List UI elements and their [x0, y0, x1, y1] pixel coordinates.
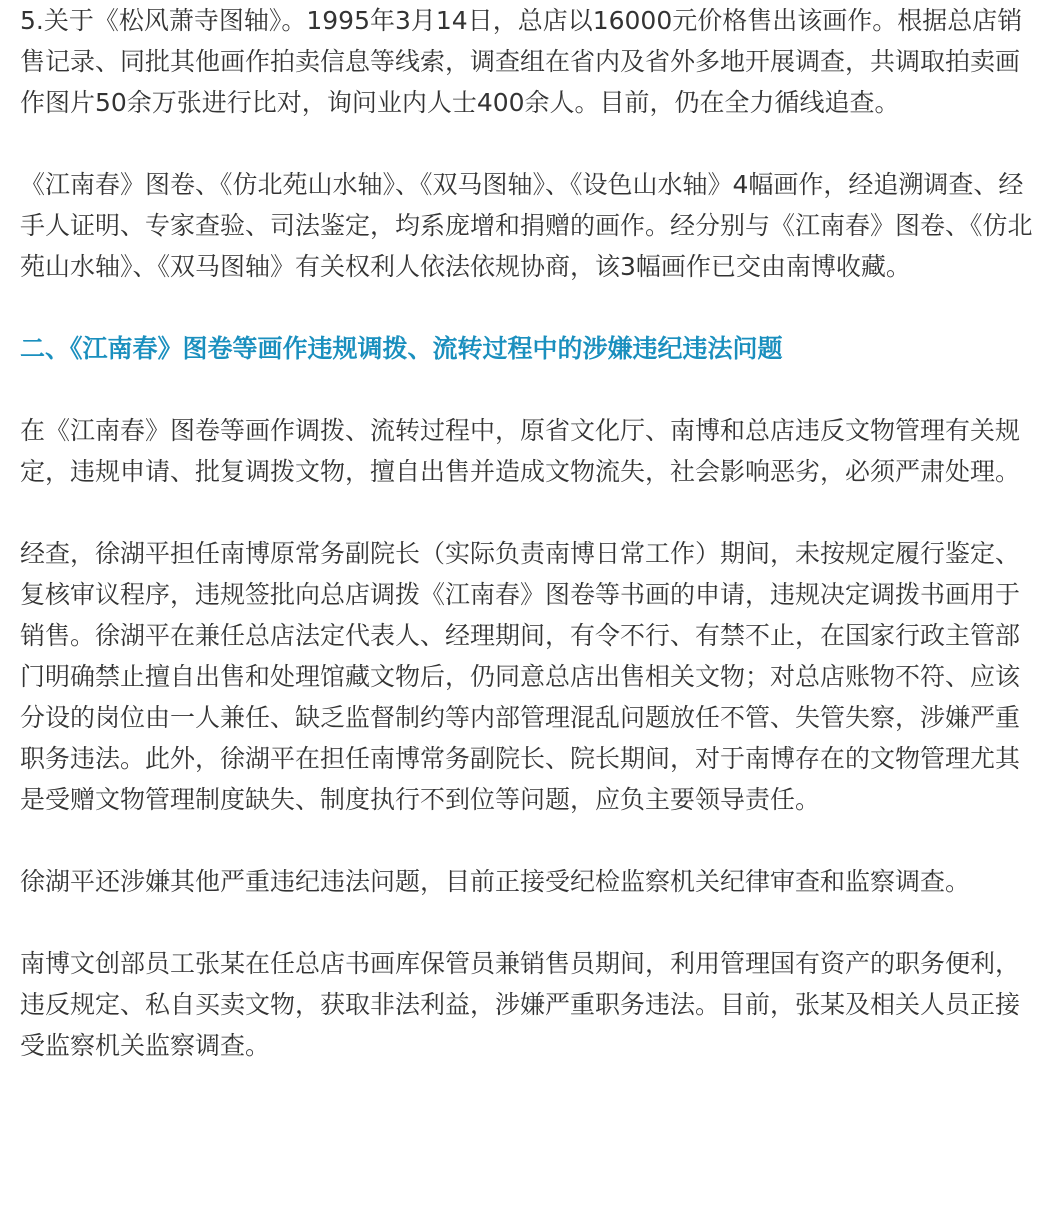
- paragraph-investigation-xu: 经查，徐湖平担任南博原常务副院长（实际负责南博日常工作）期间，未按规定履行鉴定、复核审议程序，违规签批向总店调拨《江南春》图卷等书画的申请，违规决定调拨书画用于销售。徐湖平在兼任总店法定代表人、经理期间，有令不行、有禁不止，在国家行政主管部门明确禁止擅自出售和处理馆藏文物后，仍同意总店出售相关文物；对总店账物不符、应该分设的岗位由一人兼任、缺乏监督制约等内部管理混乱问题放任不管、失管失察，涉嫌严重职务违法。此外，徐湖平在担任南博常务副院长、院长期间，对于南博存在的文物管理尤其是受赠文物管理制度缺失、制度执行不到位等问题，应负主要领导责任。: [20, 539, 1021, 814]
- section-heading: 二、《江南春》图卷等画作违规调拨、流转过程中的涉嫌违纪违法问题: [20, 334, 783, 363]
- paragraph-item-5: 5.关于《松风萧寺图轴》。1995年3月14日，总店以16000元价格售出该画作。根据总店销售记录、同批其他画作拍卖信息等线索，调查组在省内及省外多地开展调查，共调取拍卖画作图片50余万张进行比对，询问业内人士400余人。目前，仍在全力循线追查。: [20, 6, 1023, 117]
- paragraph-zhang: 南博文创部员工张某在任总店书画库保管员兼销售员期间，利用管理国有资产的职务便利，违反规定、私自买卖文物，获取非法利益，涉嫌严重职务违法。目前，张某及相关人员正接受监察机关监察调查。: [20, 949, 1021, 1060]
- paragraph-xu-other-issues: 徐湖平还涉嫌其他严重违纪违法问题，目前正接受纪检监察机关纪律审查和监察调查。: [20, 867, 971, 896]
- paragraph-donated-paintings: 《江南春》图卷、《仿北苑山水轴》、《双马图轴》、《设色山水轴》4幅画作，经追溯调查、经手人证明、专家查验、司法鉴定，均系庞增和捐赠的画作。经分别与《江南春》图卷、《仿北苑山水轴》、《双马图轴》有关权利人依法依规协商，该3幅画作已交由南博收藏。: [20, 170, 1033, 281]
- paragraph-violations: 在《江南春》图卷等画作调拨、流转过程中，原省文化厅、南博和总店违反文物管理有关规定，违规申请、批复调拨文物，擅自出售并造成文物流失，社会影响恶劣，必须严肃处理。: [20, 416, 1021, 486]
- article-body: [20, 0, 1040, 1066]
